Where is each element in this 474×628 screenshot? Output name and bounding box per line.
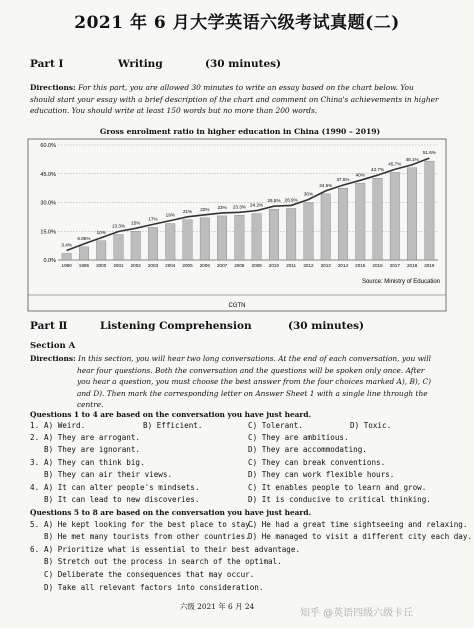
option-a: A) They are arrogant. <box>44 433 141 442</box>
x-tick-label: 2011 <box>286 263 297 268</box>
option-d: D) They can work flexible hours. <box>248 470 395 479</box>
question-group-heading: Questions 5 to 8 are based on the conversation you have just heard. <box>30 508 312 517</box>
directions-label: Directions: <box>30 354 76 363</box>
x-tick-label: 2015 <box>355 263 366 268</box>
data-label: 30% <box>303 191 314 197</box>
directions-line: hear four questions. Both the conversation and the questions will be spoken only once. After <box>77 365 425 375</box>
question-number: 6. <box>30 545 40 554</box>
bar <box>114 235 124 260</box>
option-d: D) It is conducive to critical thinking. <box>248 495 431 504</box>
x-tick-label: 2017 <box>389 263 400 268</box>
x-tick-label: 2003 <box>147 263 159 268</box>
directions-line: In this section, you will hear two long conversations. At the end of each conversation, you will <box>78 354 432 363</box>
option-d: D) Take all relevant factors into consideration. <box>44 583 264 592</box>
part1-name: Writing <box>118 58 163 70</box>
bar <box>131 231 141 260</box>
bar <box>304 203 314 261</box>
data-label: 21% <box>182 208 193 214</box>
directions-line: For this part, you are allowed 30 minutes to write an essay based on the chart below. You <box>78 83 414 92</box>
x-tick-label: 2001 <box>113 263 124 268</box>
data-label: 22% <box>200 206 210 212</box>
question-number: 4. <box>30 483 40 492</box>
option-b: B) They are ignorant. <box>44 445 141 454</box>
chart-brand: CGTN <box>228 303 246 309</box>
x-tick-label: 2009 <box>251 263 262 268</box>
bar <box>235 215 245 260</box>
x-tick-label: 2007 <box>216 263 228 268</box>
data-label: 3.4% <box>61 242 72 248</box>
data-label: 19% <box>165 212 175 218</box>
part1-directions <box>30 82 450 117</box>
option-a: A) They can think big. <box>44 458 145 467</box>
x-tick-label: 2018 <box>406 263 418 268</box>
data-label: 51.6% <box>422 150 436 156</box>
y-tick-label: 0.0% <box>43 258 56 264</box>
x-tick-label: 2012 <box>303 263 314 268</box>
bar <box>96 241 106 260</box>
option-b: B) It can lead to new discoveries. <box>44 495 200 504</box>
directions-line: should start your essay with a brief description of the chart and comment on China's achievements in higher <box>30 94 439 104</box>
part1-time: (30 minutes) <box>205 58 282 70</box>
directions-label: Directions: <box>30 83 76 92</box>
x-tick-label: 2010 <box>268 263 280 268</box>
bar <box>338 188 348 260</box>
data-label: 26.5% <box>267 198 281 204</box>
option-d: D) They are accommodating. <box>248 445 367 454</box>
data-label: 10% <box>96 229 106 235</box>
question-number: 2. <box>30 433 40 442</box>
data-label: 13.3% <box>111 223 125 229</box>
data-label: 17% <box>148 216 158 222</box>
bar <box>217 216 227 260</box>
option-a: A) He kept looking for the best place to stay. <box>44 520 255 529</box>
page-footer: 六级 2021 年 6 月 24 <box>180 602 255 611</box>
part2-name: Listening Comprehension <box>100 320 252 332</box>
directions-line: and D). Then mark the corresponding letter on Answer Sheet 1 with a single line through the <box>77 388 428 398</box>
bar <box>79 247 89 260</box>
x-tick-label: 1995 <box>78 263 90 268</box>
data-label: 26.9% <box>284 197 298 203</box>
page-title: 2021 年 6 月大学英语六级考试真题(二) <box>74 13 400 33</box>
bar <box>390 172 400 260</box>
x-tick-label: 1990 <box>61 263 72 268</box>
bar <box>269 209 279 260</box>
bar <box>183 220 193 260</box>
section-a-label: Section A <box>30 341 76 351</box>
x-tick-label: 2004 <box>165 263 176 268</box>
data-label: 37.5% <box>336 177 350 183</box>
data-label: 48.1% <box>405 156 419 162</box>
bar <box>62 253 72 260</box>
option-a: A) It can alter people's mindsets. <box>44 483 200 492</box>
bar <box>148 227 158 260</box>
x-tick-label: 2002 <box>130 263 141 268</box>
chart-title: Gross enrolment ratio in higher education in China (1990 – 2019) <box>99 127 381 136</box>
x-tick-label: 2013 <box>320 263 331 268</box>
data-label: 23% <box>217 204 227 210</box>
question-number: 3. <box>30 458 40 467</box>
directions-line: education. You should write at least 150 words but no more than 200 words. <box>30 106 318 115</box>
directions-line: centre. <box>77 400 104 409</box>
x-tick-label: 2000 <box>96 263 107 268</box>
option-b: B) Efficient. <box>143 421 203 430</box>
x-tick-label: 2005 <box>182 263 193 268</box>
bar <box>321 194 331 260</box>
option-a: A) Prioritize what is essential to their best advantage. <box>44 545 301 554</box>
option-c: C) Tolerant. <box>248 421 303 430</box>
data-label: 24.2% <box>250 202 264 208</box>
option-d: D) He managed to visit a different city each day. <box>248 532 473 541</box>
data-label: 42.7% <box>371 167 385 173</box>
x-tick-label: 2019 <box>424 263 435 268</box>
x-tick-label: 2014 <box>337 263 349 268</box>
option-a: A) Weird. <box>44 421 86 430</box>
bar <box>252 214 261 260</box>
x-tick-label: 2008 <box>234 263 245 268</box>
bar <box>356 183 366 260</box>
part2-time: (30 minutes) <box>288 320 365 332</box>
y-tick-label: 60.0% <box>40 143 56 149</box>
data-label: 15% <box>131 220 141 226</box>
watermark: 知乎 @英语四级六级卡丘 <box>300 608 414 619</box>
data-label: 6.86% <box>77 235 91 241</box>
option-c: C) They can break conventions. <box>248 458 386 467</box>
directions-line: you hear a question, you must choose the best answer from the four choices marked A), B), C) <box>77 377 432 386</box>
option-c: C) He had a great time sightseeing and relaxing. <box>248 520 468 529</box>
option-b: B) He met many tourists from other countries. <box>44 532 250 541</box>
part1-label: Part Ⅰ <box>30 58 64 70</box>
bar <box>425 161 435 260</box>
option-b: B) Stretch out the process in search of the optimal. <box>44 557 282 566</box>
option-b: B) They can air their views. <box>44 470 173 479</box>
question-group-heading: Questions 1 to 4 are based on the conversation you have just heard. <box>30 410 312 419</box>
question-number: 1. <box>30 421 40 430</box>
bar <box>286 208 296 260</box>
bar <box>407 168 417 260</box>
bar <box>373 178 383 260</box>
option-d: D) Toxic. <box>350 421 392 430</box>
data-label: 34.5% <box>319 182 333 188</box>
data-label: 23.3% <box>232 204 246 210</box>
question-number: 5. <box>30 520 40 529</box>
y-tick-label: 45.0% <box>40 171 56 178</box>
bar <box>200 218 210 260</box>
option-c: C) It enables people to learn and grow. <box>248 483 427 492</box>
option-c: C) They are ambitious. <box>248 433 349 442</box>
part2-label: Part Ⅱ <box>30 320 68 332</box>
y-tick-label: 30.0% <box>40 200 56 207</box>
enrolment-chart <box>24 137 450 315</box>
chart-source: Source: Ministry of Education <box>361 279 440 285</box>
bar <box>166 224 176 260</box>
data-label: 45.7% <box>388 161 402 167</box>
option-c: C) Deliberate the consequences that may occur. <box>44 570 255 579</box>
x-tick-label: 2016 <box>372 263 383 268</box>
part2-directions <box>30 353 450 411</box>
y-tick-label: 15.0% <box>40 229 56 236</box>
data-label: 40% <box>355 172 365 178</box>
x-tick-label: 2006 <box>199 263 210 268</box>
